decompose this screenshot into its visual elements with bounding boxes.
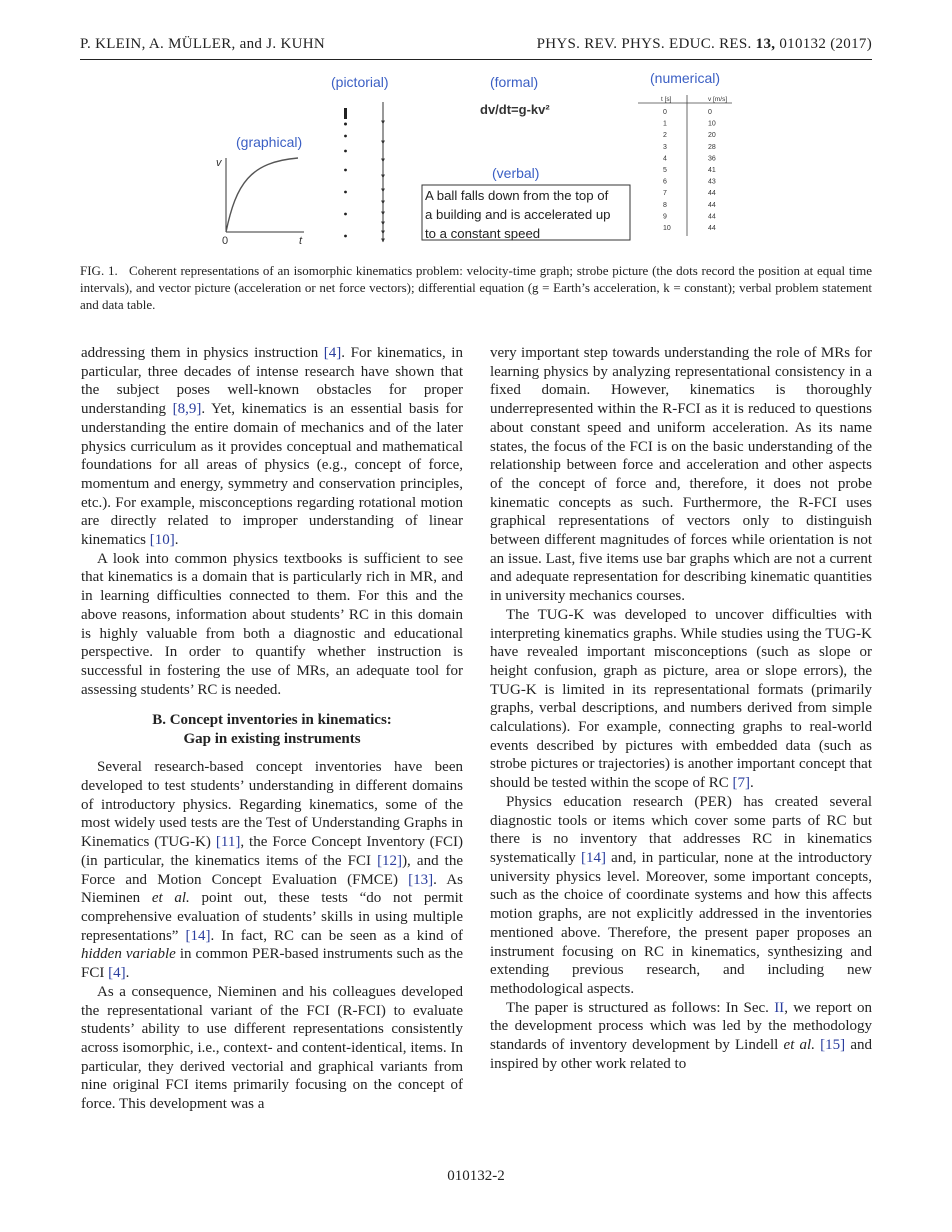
text: addressing them in physics instruction (81, 345, 324, 361)
section-heading (81, 711, 463, 749)
page-number: 010132-2 (447, 1168, 505, 1184)
velocity-time-graph (216, 157, 304, 247)
paragraph: A look into common physics textbooks is sufficient to see that kinematics is a domain that is particularly rich in MR, and in learning difficulties connected to them. For this and the above reasons, information about students’ RC in this domain is highly valuable from both a diagnostic and educational perspective. In order to quantify whether instruction is successful in fostering the use of MRs, an adequate tool for assessing students’ RC is needed. (81, 550, 463, 698)
running-header-journal (537, 36, 872, 53)
text: , the Force Concept Inventory (FCI) (in particular, the kinematics items of the FCI (81, 834, 463, 869)
equation: dv/dt=g-kv² (480, 102, 550, 117)
text: et al. (151, 890, 190, 907)
section-title-line: B. Concept inventories in kinematics: (152, 712, 392, 729)
text: . For kinematics, in particular, three decades of intense research have shown that the subject poses well-known obstacles for proper understanding (81, 345, 463, 418)
table-cell-velocity: 44 (708, 225, 716, 232)
table-cell-time: 3 (663, 143, 667, 151)
verbal-line: A ball falls down from the top of (425, 188, 609, 203)
section-title-line: Gap in existing instruments (183, 731, 361, 748)
citation-link[interactable]: [4] (108, 965, 126, 982)
left-column (81, 344, 463, 1114)
table-cell-velocity: 10 (708, 120, 716, 128)
table-cell-time: 4 (663, 155, 667, 163)
label-graphical: (graphical) (236, 134, 303, 150)
citation-link[interactable]: [10] (149, 532, 175, 549)
header-rule (80, 59, 872, 60)
table-cell-time: 1 (663, 120, 667, 128)
citation-link[interactable]: [8,9] (172, 401, 202, 418)
citation-link[interactable]: [12] (377, 852, 403, 869)
caption-label: FIG. 1. (80, 263, 118, 278)
citation-link[interactable]: [14] (580, 849, 606, 866)
table-cell-time: 5 (663, 167, 667, 174)
text: . (749, 775, 754, 792)
table-cell-time: 0 (663, 109, 667, 116)
figure-1 (200, 66, 760, 256)
table-header-t: t [s] (661, 96, 672, 103)
axis-t: t (299, 235, 303, 247)
label-formal: (formal) (490, 74, 539, 90)
table-cell-velocity: 36 (708, 155, 716, 163)
label-numerical: (numerical) (650, 70, 721, 86)
axis-origin: 0 (222, 235, 229, 247)
table-cell-velocity: 28 (708, 143, 716, 151)
text: . As Nieminen (81, 871, 463, 907)
text: in common PER-based instruments such as the FCI (81, 946, 463, 982)
table-cell-velocity: 0 (708, 109, 712, 116)
verbal-line: a building and is accelerated up (425, 207, 611, 222)
paragraph (490, 606, 872, 793)
axis-v: v (216, 157, 222, 169)
text: . (174, 532, 179, 549)
text: ), and the Force and Motion Concept Evaluation (FMCE) (81, 852, 463, 888)
text: et al. (783, 1037, 815, 1054)
citation-link[interactable]: [7] (732, 775, 750, 792)
table-cell-time: 7 (663, 190, 667, 198)
caption-text: Coherent representations of an isomorphic kinematics problem: velocity-time graph; strobe picture (the dots record the position at equal time intervals), and vector picture (acceleration or net force vectors); differential equation (g = Earth’s acceleration, k = constant); verbal problem statement and data table. (80, 263, 872, 312)
text: and, in particular, none at the introductory university physics level. Moreover, some important concepts, such as the choice of coordinate systems and how this affects motion graphs, are not explicitly addressed in the inventories mentioned above. Therefore, the present paper proposes an instrument focusing on RC in kinematics, synthesizing and extending previous research, and including new methodological aspects. (490, 849, 873, 997)
citation-link[interactable]: [14] (185, 927, 211, 944)
table-header-v: v [m/s] (708, 96, 728, 103)
table-cell-velocity: 43 (708, 178, 716, 186)
table-cell-velocity: 44 (708, 213, 716, 221)
label-pictorial: (pictorial) (331, 74, 389, 90)
paragraph (81, 344, 463, 550)
text: , we report on the development process which was led by the methodology standards of inventory development by Lindell (490, 999, 872, 1054)
citation-link[interactable]: [11] (215, 834, 241, 851)
text: The TUG-K was developed to uncover difficulties with interpreting kinematics graphs. While studies using the TUG-K have revealed important misconceptions (such as slope or height confusion, graph as picture, area or slope errors), the TUG-K is limited in its representational formats (primarily graphs, verbal descriptions, and numbers derived from simple calculations). For example, connecting graphs to real-world events described by pictures with embedded data (such as strobe pictures or trajectories) is another important concept that should be tested within the scope of RC (490, 606, 872, 792)
article-id: 010132 (2017) (775, 36, 872, 52)
running-header-authors: P. KLEIN, A. MÜLLER, and J. KUHN (80, 36, 326, 52)
text: . (125, 965, 130, 982)
paragraph (81, 758, 463, 982)
journal-volume: 13, (755, 36, 776, 52)
table-cell-velocity: 41 (708, 167, 716, 174)
journal-name: PHYS. REV. PHYS. EDUC. RES. (536, 36, 756, 52)
table-cell-time: 6 (663, 178, 667, 186)
table-cell-velocity: 44 (708, 190, 716, 198)
table-cell-time: 8 (663, 201, 667, 209)
paragraph: very important step towards understanding the role of MRs for learning physics by analyzing representational consistency in a fixed domain. However, kinematics is thoroughly underrepresented within the R-FCI as it is reduced to questions about constant speed and uniform acceleration. As its name states, the focus of the FCI is on the basic understanding of the relationship between force and acceleration and other aspects of the concept of force and, therefore, it does not probe kinematic concepts as such. Furthermore, the R-FCI uses graphical representations of vectors only to distinguish between different magnitudes of forces while orientation is not an issue. Last, five items use bar graphs which are not a current and adequate representation for describing kinematic quantities in university mechanics courses. (490, 345, 872, 605)
table-cell-velocity: 44 (708, 201, 716, 209)
paragraph: As a consequence, Nieminen and his colleagues developed the representational variant of the FCI (R-FCI) to evaluate students’ ability to use different representations consistently across isomorphic, i.e., context- and content-identical, items. In particular, they derived vectorial and graphical variants from nine original FCI items primarily focusing on the concept of force. This development was a (81, 983, 463, 1113)
citation-link[interactable]: [13] (408, 871, 434, 888)
text: hidden variable (81, 946, 176, 963)
label-verbal: (verbal) (492, 165, 540, 181)
table-cell-time: 9 (663, 213, 667, 221)
text: . In fact, RC can be seen as a kind of (210, 927, 463, 944)
paragraph (490, 999, 872, 1074)
right-column (490, 344, 872, 1073)
text: Several research-based concept inventories have been developed to test students’ understanding in different domains of introductory physics. Regarding kinematics, some of the most widely used tests are the Test of Understanding Graphs in Kinematics (TUG-K) (81, 759, 463, 851)
table-cell-time: 2 (663, 132, 667, 140)
text: . Yet, kinematics is an essential basis for understanding the entire domain of mechanics and of the later physics curriculum as it provides conceptual and mathematical foundations for all areas of physics (e.g., concept of force, momentum and energy, symmetry and conservation principles, etc.). For example, misconceptions regarding rotational motion are directly related to improper understanding of linear kinematics (81, 401, 463, 549)
figure-caption (80, 262, 872, 313)
text: point out, these tests “do not permit comprehensive evaluation of students’ skills in using multiple representations” (81, 890, 463, 944)
text: Physics education research (PER) has created several diagnostic tools or items which cover some parts of RC but there is no inventory that addresses RC in kinematics systematically (490, 793, 872, 866)
text: and inspired by other work related to (490, 1037, 872, 1072)
verbal-line: to a constant speed (425, 226, 541, 241)
verbal-box (422, 185, 630, 241)
data-table (638, 95, 732, 236)
section-link[interactable]: II (774, 999, 785, 1016)
citation-link[interactable]: [15] (820, 1037, 846, 1054)
table-cell-time: 10 (663, 225, 671, 232)
strobe-picture (344, 108, 347, 237)
citation-link[interactable]: [4] (323, 345, 342, 361)
paragraph (490, 793, 872, 999)
text: The paper is structured as follows: In Sec. (506, 999, 775, 1016)
table-cell-velocity: 20 (708, 132, 716, 140)
